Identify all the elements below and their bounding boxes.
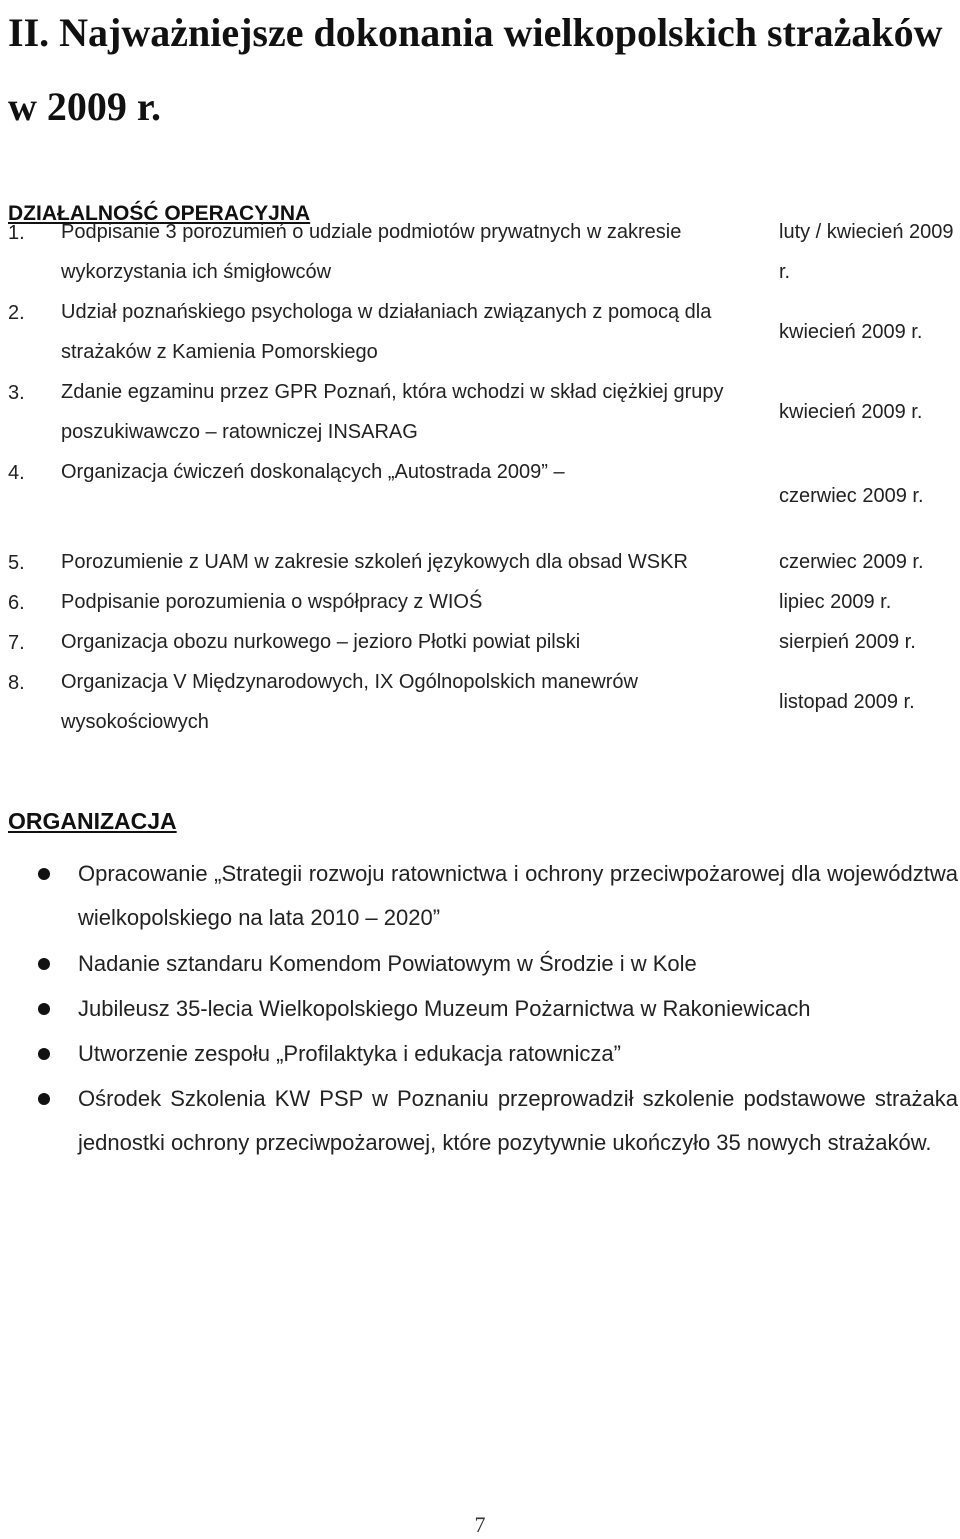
item-text: Zdanie egzaminu przez GPR Poznań, która wchodzi w skład ciężkiej grupy poszukiwawczo – ratowniczej INSARAG [61, 381, 724, 443]
item-text: Ośrodek Szkolenia KW PSP w Poznaniu przeprowadził szkolenie podstawowe strażaka jednostki ochrony przeciwpożarowej, które pozytywnie ukończyło 35 nowych strażaków. [78, 1086, 958, 1155]
item-text: Jubileusz 35-lecia Wielkopolskiego Muzeum Pożarnictwa w Rakoniewicach [78, 996, 811, 1021]
bullet-icon [38, 1093, 50, 1105]
bullet-icon [38, 958, 50, 970]
item-number: 7. [8, 632, 25, 654]
bullet-icon [38, 1003, 50, 1015]
item-text: Opracowanie „Strategii rozwoju ratownictwa i ochrony przeciwpożarowej dla województwa wielkopolskiego na lata 2010 – 2020” [78, 861, 958, 930]
item-date: kwiecień 2009 r. [779, 401, 923, 423]
bullet-icon [38, 1048, 50, 1060]
item-date: listopad 2009 r. [779, 691, 915, 713]
item-date: sierpień 2009 r. [779, 631, 916, 653]
item-date: lipiec 2009 r. [779, 591, 892, 613]
page-title: II. Najważniejsze dokonania wielkopolskich strażaków w 2009 r. [8, 10, 943, 129]
item-text: Podpisanie porozumienia o współpracy z WIOŚ [61, 591, 483, 613]
item-text: Utworzenie zespołu „Profilaktyka i edukacja ratownicza” [78, 1041, 621, 1066]
item-text: Organizacja ćwiczeń doskonalących „Autostrada 2009” – [61, 461, 565, 483]
section-heading-organization: ORGANIZACJA [8, 808, 177, 834]
item-date: czerwiec 2009 r. [779, 551, 924, 573]
item-date: kwiecień 2009 r. [779, 321, 923, 343]
item-text: Podpisanie 3 porozumień o udziale podmiotów prywatnych w zakresie wykorzystania ich śmigłowców [61, 221, 682, 283]
item-date: czerwiec 2009 r. [779, 485, 924, 507]
bullet-icon [38, 868, 50, 880]
item-number: 1. [8, 222, 25, 244]
item-text: Organizacja V Międzynarodowych, IX Ogólnopolskich manewrów wysokościowych [61, 671, 638, 733]
item-text: Nadanie sztandaru Komendom Powiatowym w Środzie i w Kole [78, 951, 697, 976]
item-text: Organizacja obozu nurkowego – jezioro Płotki powiat pilski [61, 631, 581, 653]
item-number: 4. [8, 462, 25, 484]
item-number: 8. [8, 672, 25, 694]
item-number: 2. [8, 302, 25, 324]
item-number: 5. [8, 552, 25, 574]
section-heading-operational: DZIAŁALNOŚĆ OPERACYJNA [8, 202, 311, 225]
item-date: luty / kwiecień 2009 r. [779, 221, 954, 283]
item-number: 6. [8, 592, 25, 614]
page-number: 7 [474, 1512, 486, 1537]
item-text: Udział poznańskiego psychologa w działaniach związanych z pomocą dla strażaków z Kamienia Pomorskiego [61, 301, 712, 363]
item-number: 3. [8, 382, 25, 404]
item-text: Porozumienie z UAM w zakresie szkoleń językowych dla obsad WSKR [61, 551, 688, 573]
